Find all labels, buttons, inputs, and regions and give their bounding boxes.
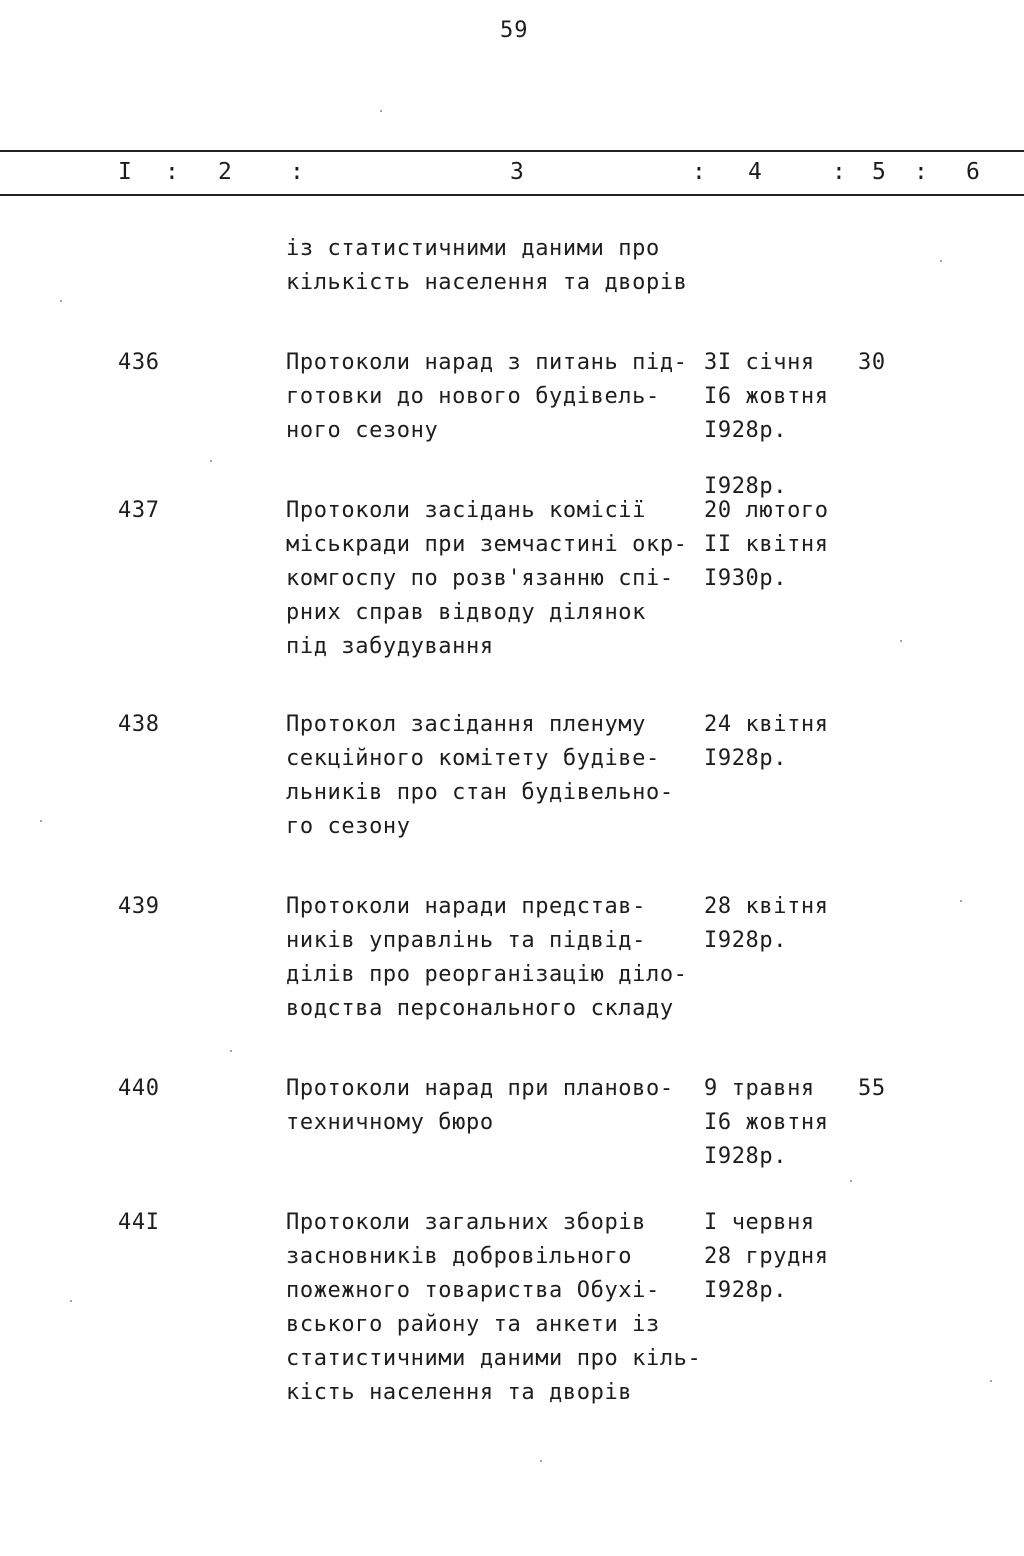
column-separator: : <box>692 159 706 185</box>
entry-number: 436 <box>118 350 160 375</box>
column-header-2: 2 <box>218 159 232 185</box>
entry-date-line: 20 лютого <box>704 498 829 523</box>
header-bottom-rule <box>0 194 1024 196</box>
entry-number: 44I <box>118 1210 160 1235</box>
entry-number: 438 <box>118 712 160 737</box>
entry-title-line: міськради при земчастині окр- <box>286 532 688 557</box>
entry-title-line: льників про стан будівельно- <box>286 780 674 805</box>
column-header-1: I <box>118 159 132 185</box>
entry-title-line: рних справ відводу ділянок <box>286 600 646 625</box>
entry-title-line: Протоколи нарад при планово- <box>286 1076 674 1101</box>
column-separator: : <box>832 159 846 185</box>
entry-date-line: 3I січня <box>704 350 815 375</box>
entry-date-line: I6 жовтня <box>704 384 829 409</box>
entry-title-line: засновників добровільного <box>286 1244 633 1269</box>
entry-title-line: го сезону <box>286 814 411 839</box>
entry-title-line: готовки до нового будівель- <box>286 384 660 409</box>
entry-title-line: Протоколи загальних зборів <box>286 1210 646 1235</box>
entry-number: 437 <box>118 498 160 523</box>
column-separator: : <box>914 159 928 185</box>
entry-date-line: I930р. <box>704 566 788 591</box>
entry-title-line: Протоколи засідань комісії <box>286 498 646 523</box>
entry-title-line: комгоспу по розв'язанню спі- <box>286 566 674 591</box>
entry-title-line: Протокол засідання пленуму <box>286 712 646 737</box>
entry-date-line: I червня <box>704 1210 815 1235</box>
entry-title-line: вського району та анкети із <box>286 1312 660 1337</box>
entry-title-line: ділів про реорганізацію діло- <box>286 962 688 987</box>
column-separator: : <box>165 159 179 185</box>
entry-sheets: 55 <box>858 1076 886 1101</box>
entry-title-line: статистичними даними про кіль- <box>286 1346 702 1371</box>
column-header-4: 4 <box>748 159 762 185</box>
entry-date-line: I928р. <box>704 418 788 443</box>
entry-date-line: I928р. <box>704 1278 788 1303</box>
entry-date-line: I928р. <box>704 746 788 771</box>
column-header-5: 5 <box>872 159 886 185</box>
entry-title-line: Протоколи наради представ- <box>286 894 646 919</box>
entry-date-line: I6 жовтня <box>704 1110 829 1135</box>
continuation-line: із статистичними даними про <box>286 236 660 261</box>
entry-sheets: 30 <box>858 350 886 375</box>
entry-date-line: 9 травня <box>704 1076 815 1101</box>
entry-date-line: II квітня <box>704 532 829 557</box>
page-number: 59 <box>500 18 529 43</box>
entry-number: 440 <box>118 1076 160 1101</box>
entry-title-line: пожежного товариства Обухі- <box>286 1278 660 1303</box>
entry-date-line: I928р. <box>704 1144 788 1169</box>
continuation-line: кількість населення та дворів <box>286 270 688 295</box>
column-separator: : <box>290 159 304 185</box>
header-top-rule <box>0 150 1024 152</box>
column-header-6: 6 <box>966 159 980 185</box>
entry-title-line: Протоколи нарад з питань під- <box>286 350 688 375</box>
entry-date-line: 28 грудня <box>704 1244 829 1269</box>
entry-date-line: 28 квітня <box>704 894 829 919</box>
entry-date-line: I928р. <box>704 928 788 953</box>
entry-date-prefix: I928р. <box>704 474 788 499</box>
entry-title-line: ників управлінь та підвід- <box>286 928 646 953</box>
entry-number: 439 <box>118 894 160 919</box>
entry-title-line: водства персонального складу <box>286 996 674 1021</box>
column-header-3: 3 <box>510 159 524 185</box>
entry-title-line: під забудування <box>286 634 494 659</box>
entry-title-line: ного сезону <box>286 418 439 443</box>
entry-date-line: 24 квітня <box>704 712 829 737</box>
entry-title-line: кість населення та дворів <box>286 1380 633 1405</box>
entry-title-line: техничному бюро <box>286 1110 494 1135</box>
entry-title-line: секційного комітету будіве- <box>286 746 660 771</box>
